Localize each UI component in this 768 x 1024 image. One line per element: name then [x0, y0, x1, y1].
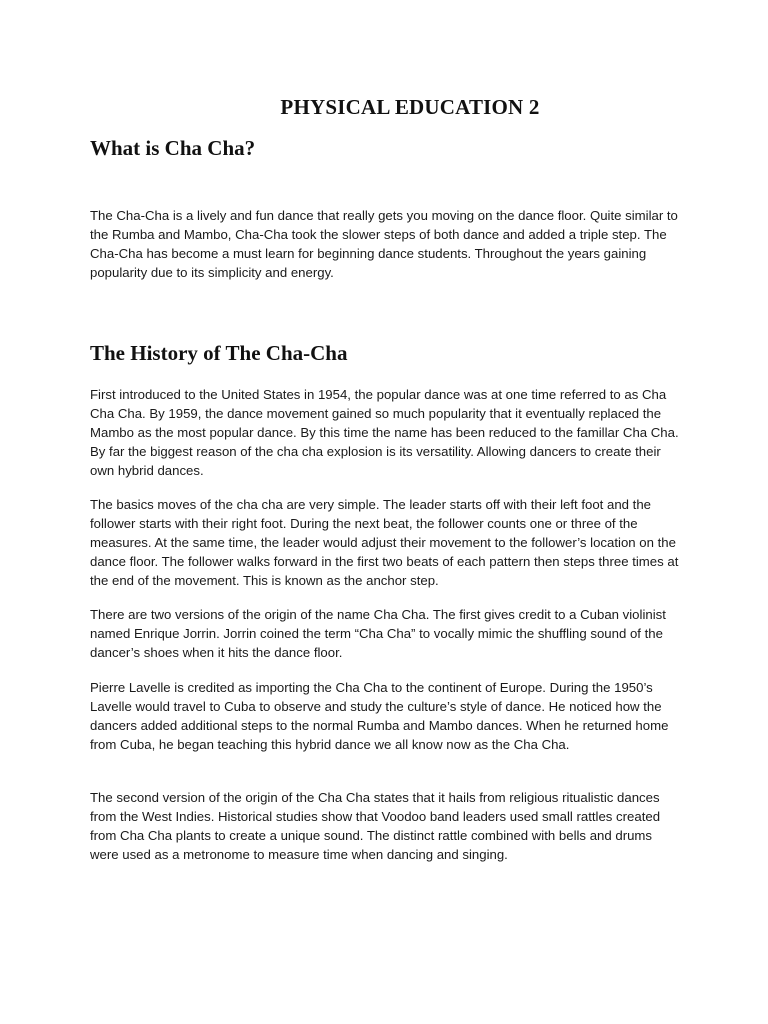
- section-heading-what-is-cha-cha: What is Cha Cha?: [90, 136, 256, 160]
- document-title: PHYSICAL EDUCATION 2: [280, 95, 540, 119]
- paragraph-history-introduction: First introduced to the United States in 1954, the popular dance was at one time referred to as Cha Cha Cha. By 1959, the dance movement gained so much popularity that it eventually replaced the Mambo as the most popular dance. By this time the name has been reduced to the famillar Cha Cha. By far the biggest reason of the cha cha explosion is its versatility. Allowing dancers to create their own hybrid dances.: [90, 387, 679, 478]
- paragraph-origin-second-version: The second version of the origin of the Cha Cha states that it hails from religious ritualistic dances from the West Indies. Historical studies show that Voodoo band leaders used small rattles created from Cha Cha plants to create a unique sound. The distinct rattle combined with bells and drums were used as a metronome to measure time when dancing and singing.: [90, 790, 661, 862]
- section-heading-history: The History of The Cha-Cha: [90, 341, 348, 365]
- paragraph-pierre-lavelle: Pierre Lavelle is credited as importing the Cha Cha to the continent of Europe. During the 1950’s Lavelle would travel to Cuba to observe and study the culture’s style of dance. He noticed how the dancers added additional steps to the normal Rumba and Mambo dances. When he returned home from Cuba, he began teaching this hybrid dance we all know now as the Cha Cha.: [90, 680, 669, 752]
- paragraph-intro: The Cha-Cha is a lively and fun dance that really gets you moving on the dance floor. Quite similar to the Rumba and Mambo, Cha-Cha took the slower steps of both dance and added a triple step. The Cha-Cha has become a must learn for beginning dance students. Throughout the years gaining popularity due to its simplicity and energy.: [90, 208, 678, 280]
- paragraph-basic-moves: The basics moves of the cha cha are very simple. The leader starts off with their left foot and the follower starts with their right foot. During the next beat, the follower counts one or three of the measures. At the same time, the leader would adjust their movement to the follower’s location on the dance floor. The follower walks forward in the first two beats of each pattern then steps three times at the end of the movement. This is known as the anchor step.: [90, 497, 679, 588]
- paragraph-origin-first-version: There are two versions of the origin of the name Cha Cha. The first gives credit to a Cuban violinist named Enrique Jorrin. Jorrin coined the term “Cha Cha” to vocally mimic the shuffling sound of the dancer’s shoes when it hits the dance floor.: [90, 607, 666, 660]
